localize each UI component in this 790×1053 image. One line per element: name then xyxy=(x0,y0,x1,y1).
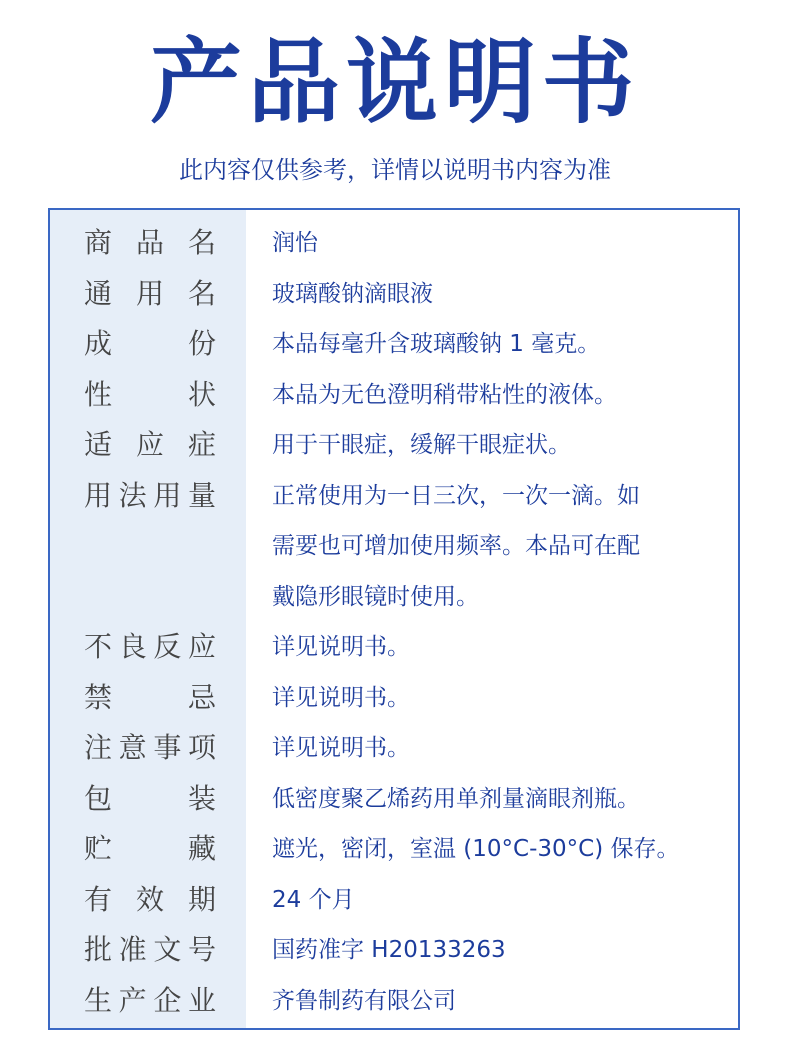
row-label: 不良反应 xyxy=(84,630,216,663)
info-rows xyxy=(50,218,738,1026)
row-label: 通用名 xyxy=(84,276,216,310)
row-value: 玻璃酸钠滴眼液 xyxy=(272,280,433,307)
row-label: 性状 xyxy=(84,377,216,411)
product-info-table xyxy=(48,208,740,1030)
row-label: 成份 xyxy=(84,327,216,360)
row-adverse-reactions xyxy=(50,622,738,673)
row-value: 用于干眼症，缓解干眼症状。 xyxy=(272,432,571,458)
row-shelf-life xyxy=(50,875,738,926)
row-precautions xyxy=(50,723,738,774)
row-value: 齐鲁制药有限公司 xyxy=(272,987,456,1014)
row-label: 适应症 xyxy=(84,428,216,461)
row-label: 有效期 xyxy=(84,882,216,916)
row-label: 包装 xyxy=(84,781,216,815)
row-value: 国药准字 H20133263 xyxy=(272,937,506,963)
row-value: 详见说明书。 xyxy=(272,684,410,711)
row-ingredients xyxy=(50,319,738,370)
row-value: 详见说明书。 xyxy=(272,634,410,660)
row-label: 用法用量 xyxy=(84,478,216,512)
row-label: 批准文号 xyxy=(84,933,216,966)
row-indications xyxy=(50,420,738,471)
row-label: 商品名 xyxy=(84,226,216,259)
row-label: 注意事项 xyxy=(84,731,216,764)
row-product-name xyxy=(50,218,738,269)
row-manufacturer xyxy=(50,976,738,1027)
row-packaging xyxy=(50,774,738,825)
row-value: 正常使用为一日三次，一次一滴。如 需要也可增加使用频率。本品可在配 戴隐形眼镜时使用。 xyxy=(272,482,640,610)
row-value: 润怡 xyxy=(272,230,318,256)
row-value: 本品每毫升含玻璃酸钠 1 毫克。 xyxy=(272,331,601,357)
page-title: 产品说明书 xyxy=(149,29,640,136)
row-value: 24 个月 xyxy=(272,886,355,913)
row-approval-number xyxy=(50,925,738,976)
row-value: 本品为无色澄明稍带粘性的液体。 xyxy=(272,381,617,408)
row-value: 低密度聚乙烯药用单剂量滴眼剂瓶。 xyxy=(272,785,640,812)
row-label: 禁忌 xyxy=(84,680,216,714)
row-label: 贮藏 xyxy=(84,832,216,865)
row-value: 遮光，密闭，室温 (10°C-30°C) 保存。 xyxy=(272,836,680,862)
page-subtitle: 此内容仅供参考，详情以说明书内容为准 xyxy=(179,156,611,184)
row-dosage xyxy=(50,471,738,623)
row-value: 详见说明书。 xyxy=(272,735,410,761)
row-storage xyxy=(50,824,738,875)
row-label: 生产企业 xyxy=(84,983,216,1017)
row-contraindications xyxy=(50,673,738,724)
row-appearance xyxy=(50,370,738,421)
row-generic-name xyxy=(50,269,738,320)
